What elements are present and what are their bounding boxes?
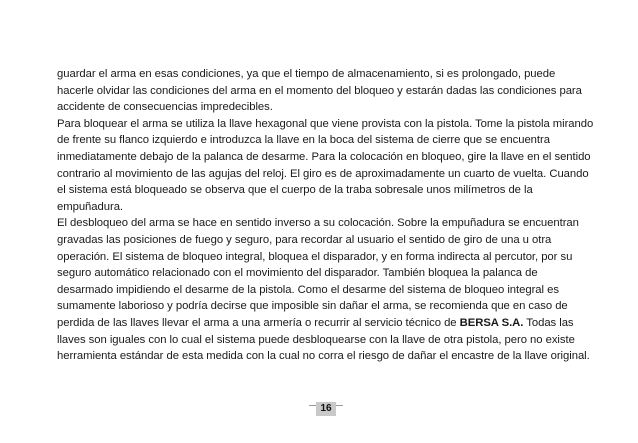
text-segment: perdida de las llaves llevar el arma a una armería o recurrir al servicio técnico de: [57, 316, 460, 329]
text-line: hacerle olvidar las condiciones del arma en el momento del bloqueo y estarán dadas las condiciones para: [57, 84, 582, 97]
body-text: [57, 66, 605, 365]
text-line: llaves son iguales con lo cual el sistema puede desbloquearse con la llave de otra pistola, pero no existe: [57, 333, 575, 346]
text-line: operación. El sistema de bloqueo integral, bloquea el disparador, y en forma indirecta al percutor, por su: [57, 250, 573, 263]
text-line: empuñadura.: [57, 200, 124, 213]
text-line: desarmado impidiendo el desarme de la pistola. Como el desarme del sistema de bloqueo integral es: [57, 283, 559, 296]
text-line: gravadas las posiciones de fuego y seguro, para recordar al usuario el sentido de giro de una u otra: [57, 233, 552, 246]
text-line: el sistema está bloqueado se observa que el cuerpo de la traba sobresale unos milímetros de la: [57, 184, 533, 197]
text-line: inmediatamente debajo de la palanca de desarme. Para la colocación en bloqueo, gire la llave en el sentido: [57, 150, 591, 163]
text-line: seguro automático relacionado con el movimiento del disparador. También bloquea la palanca de: [57, 267, 538, 280]
company-name: BERSA S.A.: [459, 316, 524, 329]
page-number: [309, 398, 343, 412]
text-line: guardar el arma en esas condiciones, ya que el tiempo de almacenamiento, si es prolongado, puede: [57, 68, 556, 80]
text-line: Para bloquear el arma se utiliza la llave hexagonal que viene provista con la pistola. Tome la pistola mirando: [57, 117, 594, 130]
text-line-with-company: [57, 315, 605, 332]
text-segment: Todas las: [523, 316, 574, 329]
text-line: accidente de consecuencias impredecibles.: [57, 101, 273, 114]
text-line: El desbloqueo del arma se hace en sentido inverso a su colocación. Sobre la empuñadura se encuentran: [57, 217, 579, 230]
text-line: de frente su flanco izquierdo e introduzca la llave en la boca del sistema de cierre que se encuentra: [57, 134, 550, 147]
page-number-label: 16: [316, 402, 335, 416]
text-line: sumamente laborioso y podría decirse que imposible sin dañar el arma, se recomienda que en caso de: [57, 300, 568, 313]
text-line: contrario al movimiento de las agujas del reloj. El giro es de aproximadamente un cuarto de vuelta. Cuando: [57, 167, 589, 180]
text-line: herramienta estándar de esta medida con la cual no corra el riesgo de dañar el encastre de la llave original.: [57, 350, 590, 363]
